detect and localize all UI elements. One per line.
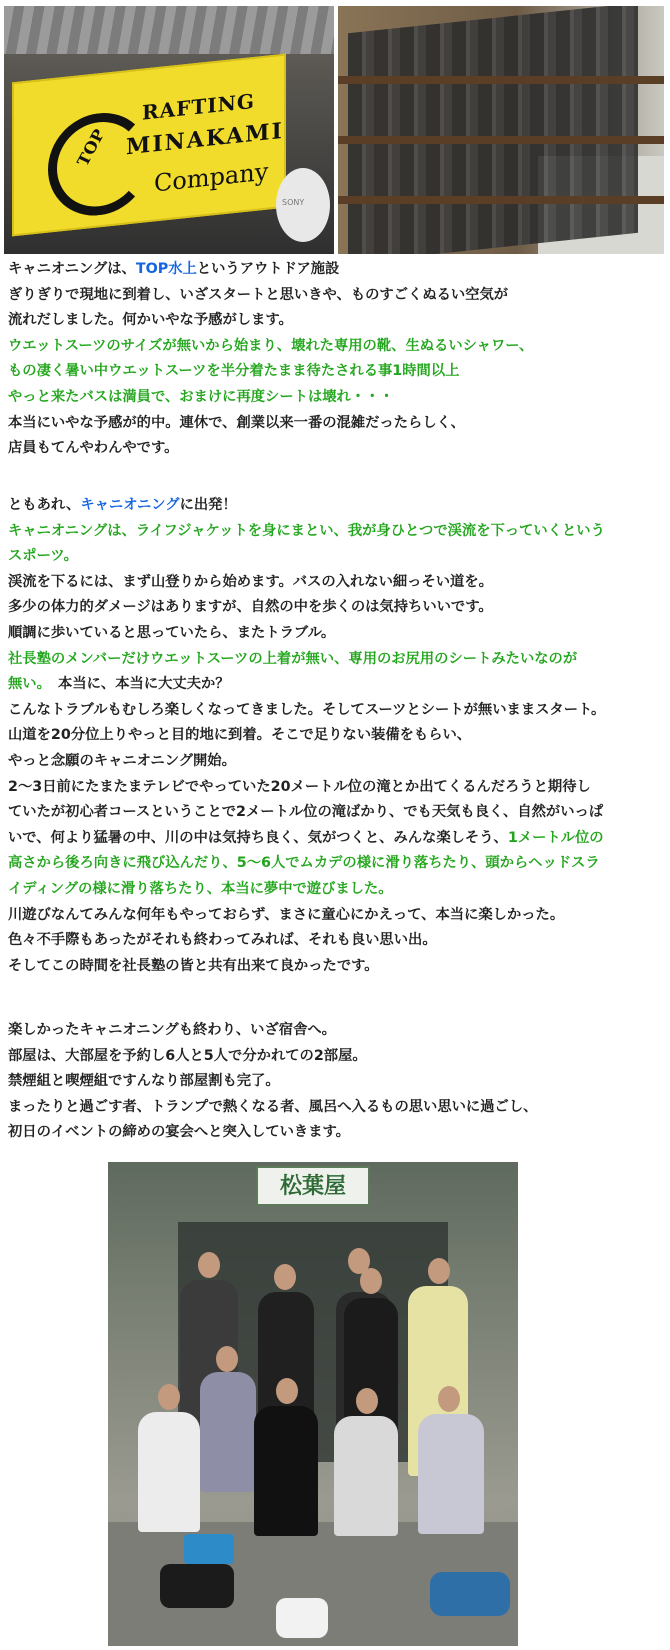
person-head [276,1378,298,1404]
roof [4,6,334,54]
emphasis-text: 1メートル位の [507,829,604,846]
body-text: というアウトドア施設 [196,261,340,277]
satellite-dish [276,168,330,242]
body-text: 山道を20分位上りやっと目的地に到着。そこで足りない装備をもらい、 [8,727,472,744]
emphasis-text: 社長塾のメンバーだけウエットスーツの上着が無い、専用のお尻用のシートみたいなのが [8,650,578,667]
text-line [8,826,605,852]
person [138,1412,200,1532]
text-line [8,283,533,309]
body-text: ぎりぎりで現地に到着し、いざスタートと思いきや、ものすごくぬるい空気が [8,286,509,303]
body-text: ともあれ、 [8,497,81,513]
body-text: 川遊びなんてみんな何年もやっておらず、まさに童心にかえって、本当に楽しかった。 [8,906,565,923]
text-line [8,954,605,980]
body-text: まったりと過ごす者、トランプで熱くなる者、風呂へ入るもの思い思いに過ごし、 [8,1098,538,1115]
person-head [198,1252,220,1278]
text-line [8,411,533,437]
person-head [274,1264,296,1290]
text-line [8,544,605,570]
person-head [356,1388,378,1414]
text-line [8,903,605,929]
text-line [8,1095,537,1121]
person-head [428,1258,450,1284]
company-banner [12,54,286,237]
emphasis-text: ウエットスーツのサイズが無いから始まり、壊れた専用の靴、生ぬるいシャワー、 [8,337,534,354]
person-head [360,1268,382,1294]
text-line [8,723,605,749]
rack-shelf [338,196,664,204]
body-text: 初日のイベントの締めの宴会へと突入していきます。 [8,1124,350,1141]
emphasis-text: やっと来たバスは満員で、おまけに再度シートは壊れ・・・ [8,388,394,405]
text-line [8,334,533,360]
emphasis-text: イディングの様に滑り落ちたり、本当に夢中で遊びました。 [8,880,393,897]
text-line [8,851,605,877]
body-text: 色々不手際もあったがそれも終わってみれば、それも良い思い出。 [8,932,437,949]
body-text: 店員もてんやわんやです。 [8,440,179,457]
emphasis-text: キャニオニングは、ライフジャケットを身にまとい、我が身ひとつで渓流を下っていくという [8,522,605,539]
text-line [8,519,605,545]
person-head [216,1346,238,1372]
body-text: 本当に、本当に大丈夫か？ [43,676,230,693]
paragraph-arrival [8,257,533,462]
bag [184,1534,234,1564]
logo-ring [48,108,150,221]
text-line [8,775,605,801]
text-line [8,749,605,775]
paragraph-lodging [8,1018,537,1146]
text-line [8,359,533,385]
body-text: やっと念願のキャニオニング開始。 [8,752,236,769]
logo-top-text: TOP [73,126,109,169]
highlight-link-text: TOP水上 [135,261,197,277]
text-line [8,595,605,621]
text-line [8,385,533,411]
text-line [8,672,605,698]
text-line [8,1069,537,1095]
emphasis-text: 無い。 [8,676,44,693]
text-line [8,928,605,954]
highlight-link-text: キャニオニング [80,497,180,513]
bag [430,1572,510,1616]
body-text: 順調に歩いていると思っていたら、またトラブル。 [8,624,336,641]
text-line [8,308,533,334]
inn-sign: 松葉屋 [256,1166,370,1206]
body-text: 流れだしました。何かいやな予感がします。 [8,312,293,329]
boots-rack-photo [338,6,664,254]
paragraph-canyoning [8,493,605,979]
body-text: 多少の体力的ダメージはありますが、自然の中を歩くのは気持ちいいです。 [8,599,493,616]
body-text: キャニオニングは、 [8,261,136,277]
body-text: 2～3日前にたまたまテレビでやっていた20メートル位の滝とか出てくるんだろうと期待し [8,778,591,795]
person [334,1416,398,1536]
dish-brand: SONY [282,198,305,207]
body-text: 渓流を下るには、まず山登りから始めます。バスの入れない細っそい道を。 [8,573,493,590]
bag [276,1598,328,1638]
text-line [8,1044,537,1070]
rack-shelf [338,76,664,84]
body-text: そしてこの時間を社長塾の皆と共有出来て良かったです。 [8,957,379,974]
boot-rack [348,6,638,254]
logo-rafting-text: RAFTING [142,88,255,125]
text-line [8,647,605,673]
person [418,1414,484,1534]
emphasis-text: もの凄く暑い中ウエットスーツを半分着たまま待たされる事1時間以上 [8,363,460,380]
emphasis-text: 高さから後ろ向きに飛び込んだり、5～6人でムカデの様に滑り落ちたり、頭からヘッドスラ [8,855,600,872]
text-line [8,493,605,519]
bag [160,1564,234,1608]
body-text: こんなトラブルもむしろ楽しくなってきました。そしてスーツとシートが無いままスタート。 [8,701,606,718]
logo-company-text: Company [154,157,269,198]
rack-shelf [338,136,664,144]
text-line [8,698,605,724]
text-line [8,621,605,647]
group-photo [108,1162,518,1646]
body-text: ていたが初心者コースということで2メートル位の滝ばかり、でも天気も良く、自然がいっぱ [8,804,604,821]
body-text: 部屋は、大部屋を予約し6人と5人で分かれての2部屋。 [8,1047,367,1064]
text-line [8,800,605,826]
logo-minakami-text: MINAKAMI [126,117,284,161]
rafting-banner-photo [4,6,334,254]
person-head [158,1384,180,1410]
person-head [438,1386,460,1412]
top-photos [4,6,664,254]
text-line [8,1120,537,1146]
body-text: に出発！ [179,497,237,513]
body-text: 禁煙組と喫煙組ですんなり部屋割も完了。 [8,1073,280,1090]
emphasis-text: スポーツ。 [8,548,78,565]
text-line [8,1018,537,1044]
text-line [8,877,605,903]
text-line [8,257,533,283]
person [254,1406,318,1536]
body-text: 楽しかったキャニオニングも終わり、いざ宿舎へ。 [8,1022,336,1038]
text-line [8,570,605,596]
body-text: いで、何より猛暑の中、川の中は気持ち良く、気がつくと、みんな楽しそう、 [8,829,508,846]
body-text: 本当にいやな予感が的中。連休で、創業以来一番の混雑だったらしく、 [8,414,465,431]
text-line [8,436,533,462]
person [200,1372,256,1492]
